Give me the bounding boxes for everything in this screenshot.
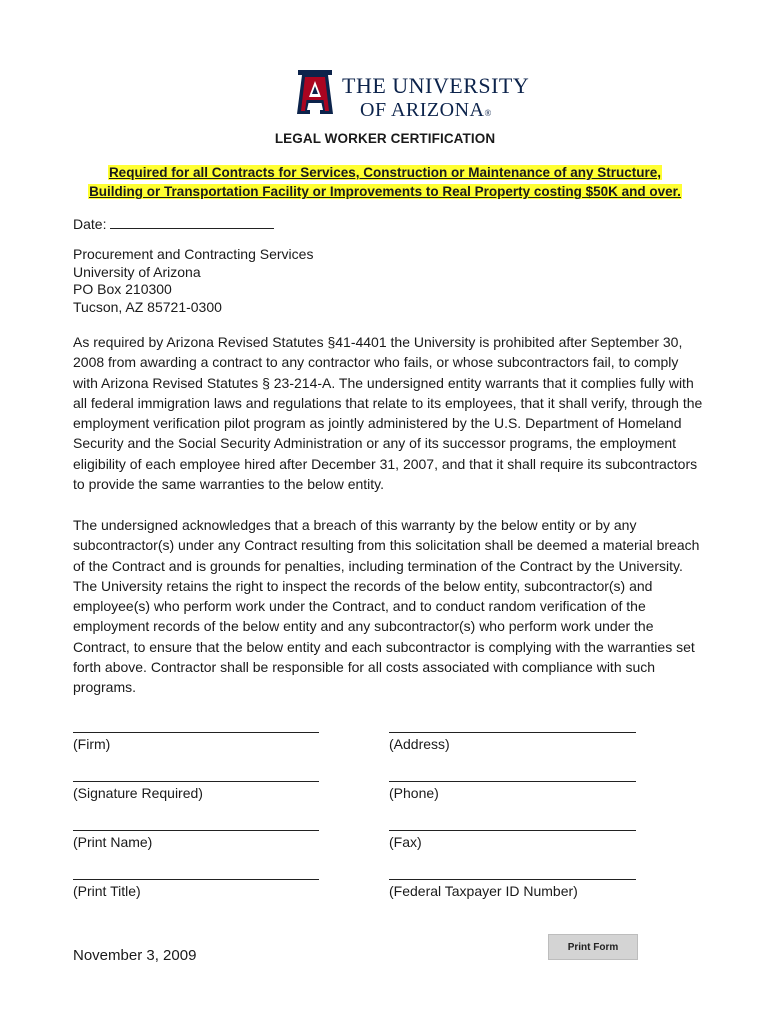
document-title: LEGAL WORKER CERTIFICATION [274, 131, 496, 146]
mailing-address [73, 246, 313, 316]
signature-line [389, 732, 636, 733]
registered-mark: ® [484, 108, 492, 118]
signature-line [389, 830, 636, 831]
signature-line [389, 781, 636, 782]
signature-line [73, 830, 319, 831]
breach-paragraph: The undersigned acknowledges that a breach of this warranty by the below entity or by any subcontractor(s) under any Contract resulting from this solicitation shall be deemed a material breach of the Contract and is grounds for penalties, including termination of the Contract by the University. The University retains the right to inspect the records of the below entity, subcontractor(s) and employee(s) who perform work under the Contract, and to conduct random verification of the employment records of the below entity and any subcontractor(s) who perform work under the Contract, to ensure that the below entity and each subcontractor is complying with the warranties set forth above. Contractor shall be responsible for all costs associated with compliance with such programs. [73, 517, 700, 696]
signature-line [73, 732, 319, 733]
print-title-label: (Print Title) [73, 883, 141, 899]
address-field[interactable] [389, 732, 636, 752]
taxpayer-id-label: (Federal Taxpayer ID Number) [389, 883, 578, 899]
signature-line [73, 879, 319, 880]
requirement-line-2: Building or Transportation Facility or Improvements to Real Property costing $50K and over. [89, 184, 681, 199]
address-line: Procurement and Contracting Services [73, 246, 314, 262]
statute-paragraph: As required by Arizona Revised Statutes §41-4401 the University is prohibited after September 30, 2008 from awarding a contract to any contractor who fails, or whose subcontractors fail, to comply with Arizona Revised Statutes § 23-214-A. The undersigned entity warrants that it complies fully with all federal immigration laws and regulations that relate to its employees, that it shall verify, through the employment verification pilot program as jointly administered by the U.S. Department of Homeland Security and the Social Security Administration or any of its successor programs, the employment eligibility of each employee hired after December 31, 2007, and that it shall require its subcontractors to provide the same warranties to the below entity. [73, 334, 703, 493]
firm-field[interactable] [73, 732, 319, 752]
fax-field[interactable] [389, 830, 636, 850]
phone-field[interactable] [389, 781, 636, 801]
address-line: Tucson, AZ 85721-0300 [73, 298, 222, 315]
signature-line [389, 879, 636, 880]
date-input-line[interactable] [110, 214, 274, 229]
address-line: PO Box 210300 [73, 281, 172, 297]
address-label: (Address) [389, 736, 450, 752]
requirement-line-1: Required for all Contracts for Services, Construction or Maintenance of any Structure, [108, 165, 662, 180]
print-name-label: (Print Name) [73, 834, 153, 850]
requirement-notice [0, 163, 770, 201]
firm-label: (Firm) [73, 736, 111, 752]
print-form-button[interactable]: Print Form [548, 934, 638, 960]
logo-line-2: OF ARIZONA® [360, 99, 492, 121]
print-title-field[interactable] [73, 879, 319, 899]
date-label: Date: [73, 216, 107, 232]
signature-line [73, 781, 319, 782]
signature-field[interactable] [73, 781, 319, 801]
university-logo [296, 70, 530, 121]
date-field [73, 214, 274, 232]
taxpayer-id-field[interactable] [389, 879, 636, 899]
revision-date: November 3, 2009 [73, 947, 197, 964]
fax-label: (Fax) [389, 834, 422, 850]
address-line: University of Arizona [73, 263, 201, 280]
block-a-logo-icon [296, 70, 334, 114]
signature-label: (Signature Required) [73, 785, 203, 801]
phone-label: (Phone) [389, 785, 439, 801]
print-name-field[interactable] [73, 830, 319, 850]
logo-line-1: THE UNIVERSITY [342, 73, 530, 98]
